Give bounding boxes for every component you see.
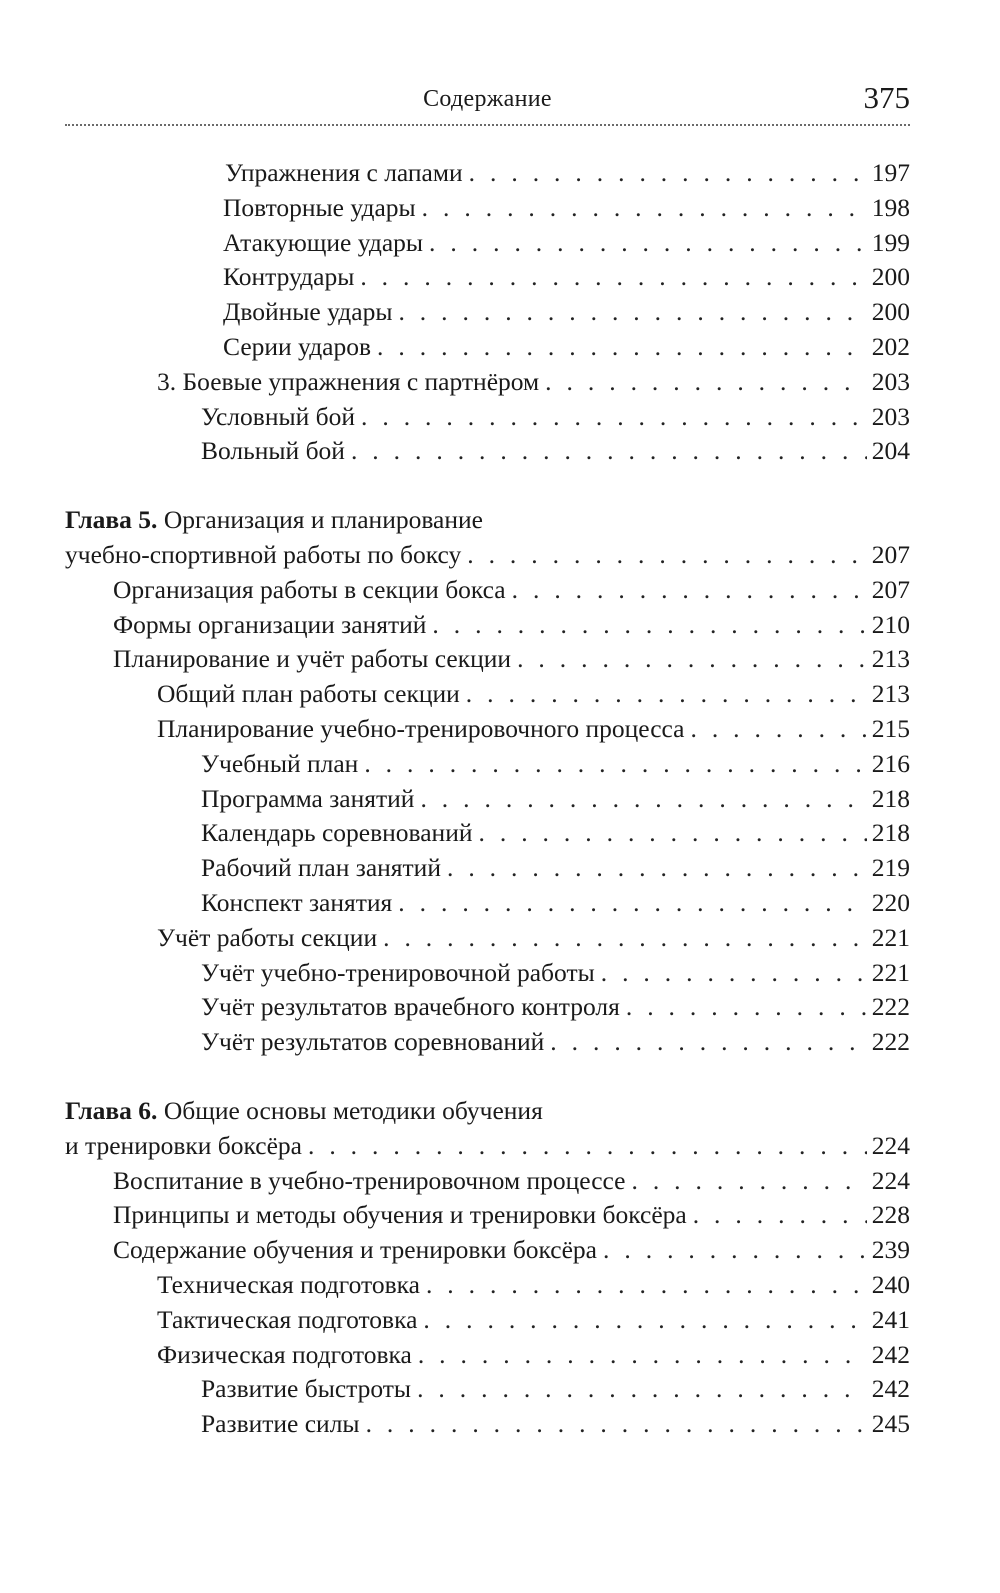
toc-entry [65, 434, 910, 469]
dot-leader [398, 886, 866, 921]
toc-entry [65, 1268, 910, 1303]
toc-entry [65, 1407, 910, 1442]
toc-entry-title: Рабочий план занятий [201, 853, 441, 883]
toc-entry [65, 816, 910, 851]
toc-entry-page: 204 [871, 436, 910, 466]
toc-entry-title: Повторные удары [223, 192, 416, 222]
dot-leader [429, 226, 867, 261]
dot-leader [366, 1407, 867, 1442]
toc-entry-page: 239 [871, 1235, 910, 1265]
toc-entry-page: 203 [871, 401, 910, 431]
toc-entry-page: 219 [871, 853, 910, 883]
dot-leader [469, 156, 867, 191]
toc-entry-page: 216 [871, 748, 910, 778]
toc-entry-page: 202 [871, 331, 910, 361]
dot-leader [383, 921, 867, 956]
dot-leader [422, 191, 867, 226]
dot-leader [308, 1129, 867, 1164]
running-header-title: Содержание [423, 86, 552, 112]
toc-entry [65, 330, 910, 365]
toc-entry-page: 197 [871, 158, 910, 187]
chapter-title-continued: и тренировки боксёра [65, 1130, 302, 1160]
toc-entry-title: Учёт результатов врачебного контроля [201, 992, 620, 1022]
toc-entry [65, 1129, 910, 1164]
dot-leader [360, 260, 866, 295]
toc-entry-page: 245 [871, 1409, 910, 1439]
dot-leader [398, 295, 866, 330]
toc-entry-title: Развитие силы [201, 1409, 360, 1439]
chapter-title: Общие основы методики обучения [157, 1095, 543, 1125]
dot-leader [377, 330, 867, 365]
dot-leader [512, 573, 867, 608]
dot-leader [601, 956, 867, 991]
toc-entry [65, 1338, 910, 1373]
page-number: 375 [863, 80, 910, 115]
toc-entry-page: 224 [871, 1130, 910, 1160]
toc-entry-page: 222 [871, 992, 910, 1022]
header-dotted-rule [65, 124, 910, 126]
toc-entry [65, 712, 910, 747]
toc-entry [65, 782, 910, 817]
dot-leader [479, 816, 867, 851]
toc-entry [65, 226, 910, 261]
toc-entry-title: Техническая подготовка [157, 1269, 420, 1299]
toc-entry-title: Планирование и учёт работы секции [113, 644, 512, 674]
dot-leader [631, 1164, 866, 1199]
toc-entry-page: 207 [871, 539, 910, 569]
toc-entry [65, 365, 910, 400]
chapter-title: Организация и планирование [157, 505, 483, 535]
toc-entry-title: Учёт результатов соревнований [201, 1027, 545, 1057]
toc-entry [65, 1198, 910, 1233]
chapter-heading-line1 [65, 1094, 543, 1129]
toc-entry-page: 222 [871, 1027, 910, 1057]
toc-entry [65, 747, 910, 782]
dot-leader [550, 1025, 866, 1060]
toc-entry-title: Конспект занятия [201, 887, 393, 917]
dot-leader [420, 782, 866, 817]
toc-entry [65, 921, 910, 956]
dot-leader [423, 1303, 866, 1338]
dot-leader [545, 365, 867, 400]
dot-leader [426, 1268, 867, 1303]
toc-entry-page: 198 [871, 192, 910, 222]
chapter-title-continued: учебно-спортивной работы по боксу [65, 539, 462, 569]
toc-entry-page: 242 [871, 1374, 910, 1404]
toc-entry [65, 1233, 910, 1268]
toc-entry-page: 213 [871, 679, 910, 709]
toc-entry-title: Двойные удары [223, 297, 393, 327]
page-header [65, 78, 910, 128]
toc-entry [65, 1164, 910, 1199]
toc-entry-page: 220 [871, 887, 910, 917]
toc-entry [65, 677, 910, 712]
toc-entry-page: 215 [871, 713, 910, 743]
dot-leader [517, 642, 867, 677]
dot-leader [417, 1372, 867, 1407]
toc-entry-title: Организация работы в секции бокса [113, 574, 506, 604]
toc-entry-title: Вольный бой [201, 436, 345, 466]
toc-entry-title: Физическая подготовка [157, 1339, 412, 1369]
toc-entry-title: Тактическая подготовка [157, 1304, 418, 1334]
chapter-label: Глава 6. [65, 1095, 158, 1125]
toc-entry-title: Контрудары [223, 262, 355, 292]
toc-entry-page: 240 [871, 1269, 910, 1299]
toc-entry-title: Упражнения с лапами [225, 158, 463, 187]
toc-entry-page: 203 [871, 366, 910, 396]
toc-entry-title: 3. Боевые упражнения с партнёром [157, 366, 540, 396]
toc-entry-title: Формы организации занятий [113, 609, 427, 639]
toc-entry [65, 573, 910, 608]
toc-entry-title: Условный бой [201, 401, 355, 431]
toc-entry [65, 608, 910, 643]
toc-entry-title: Общий план работы секции [157, 679, 460, 709]
toc-entry-title: Принципы и методы обучения и тренировки боксёра [113, 1200, 687, 1230]
toc-entry-page: 200 [871, 297, 910, 327]
toc-entry [65, 990, 910, 1025]
toc-entry [65, 886, 910, 921]
toc-entry-title: Учёт учебно-тренировочной работы [201, 957, 595, 987]
toc-entry-title: Серии ударов [223, 331, 372, 361]
section-gap [65, 469, 910, 503]
toc-entry-page: 207 [871, 574, 910, 604]
toc-entry [65, 1303, 910, 1338]
chapter-label: Глава 5. [65, 505, 158, 535]
dot-leader [361, 400, 867, 435]
toc-entry-page: 221 [871, 922, 910, 952]
toc-entry-page: 228 [871, 1200, 910, 1230]
dot-leader [693, 1198, 867, 1233]
toc-entry [65, 1025, 910, 1060]
toc-entry-page: 210 [871, 609, 910, 639]
chapter-heading-line1 [65, 503, 483, 538]
toc-entry [65, 851, 910, 886]
toc-entry-page: 221 [871, 957, 910, 987]
toc-entry [65, 956, 910, 991]
dot-leader [432, 608, 866, 643]
toc-entry-title: Развитие быстроты [201, 1374, 412, 1404]
toc-entry-title: Планирование учебно-тренировочного процесса [157, 713, 685, 743]
toc-entry-title: Содержание обучения и тренировки боксёра [113, 1235, 598, 1265]
toc-entry [65, 538, 910, 573]
toc-entry-title: Программа занятий [201, 783, 415, 813]
toc-entry-page: 213 [871, 644, 910, 674]
toc-entry-title: Учебный план [201, 748, 359, 778]
dot-leader [351, 434, 867, 469]
dot-leader [364, 747, 866, 782]
toc-entry [65, 295, 910, 330]
toc-entry [65, 191, 910, 226]
toc-entry [65, 260, 910, 295]
toc-entry-page: 200 [871, 262, 910, 292]
dot-leader [603, 1233, 867, 1268]
toc-entry [65, 156, 910, 191]
dot-leader [418, 1338, 867, 1373]
toc-entry [65, 642, 910, 677]
dot-leader [626, 990, 867, 1025]
dot-leader [447, 851, 867, 886]
toc-entry-page: 199 [871, 227, 910, 257]
dot-leader [466, 677, 867, 712]
toc-entry-page: 242 [871, 1339, 910, 1369]
toc-entry-title: Воспитание в учебно-тренировочном процессе [113, 1165, 626, 1195]
toc-entry-title: Календарь соревнований [201, 818, 473, 848]
toc-entry-title: Атакующие удары [223, 227, 424, 257]
section-gap [65, 1060, 910, 1094]
toc-entry-page: 241 [871, 1304, 910, 1334]
toc-entry-page: 224 [871, 1165, 910, 1195]
dot-leader [467, 538, 867, 573]
toc-entry-page: 218 [871, 783, 910, 813]
table-of-contents [65, 156, 910, 1442]
chapter-heading [65, 503, 910, 538]
dot-leader [690, 712, 866, 747]
toc-entry-page: 218 [871, 818, 910, 848]
toc-entry [65, 1372, 910, 1407]
toc-entry-title: Учёт работы секции [157, 922, 378, 952]
toc-entry [65, 400, 910, 435]
chapter-heading [65, 1094, 910, 1129]
